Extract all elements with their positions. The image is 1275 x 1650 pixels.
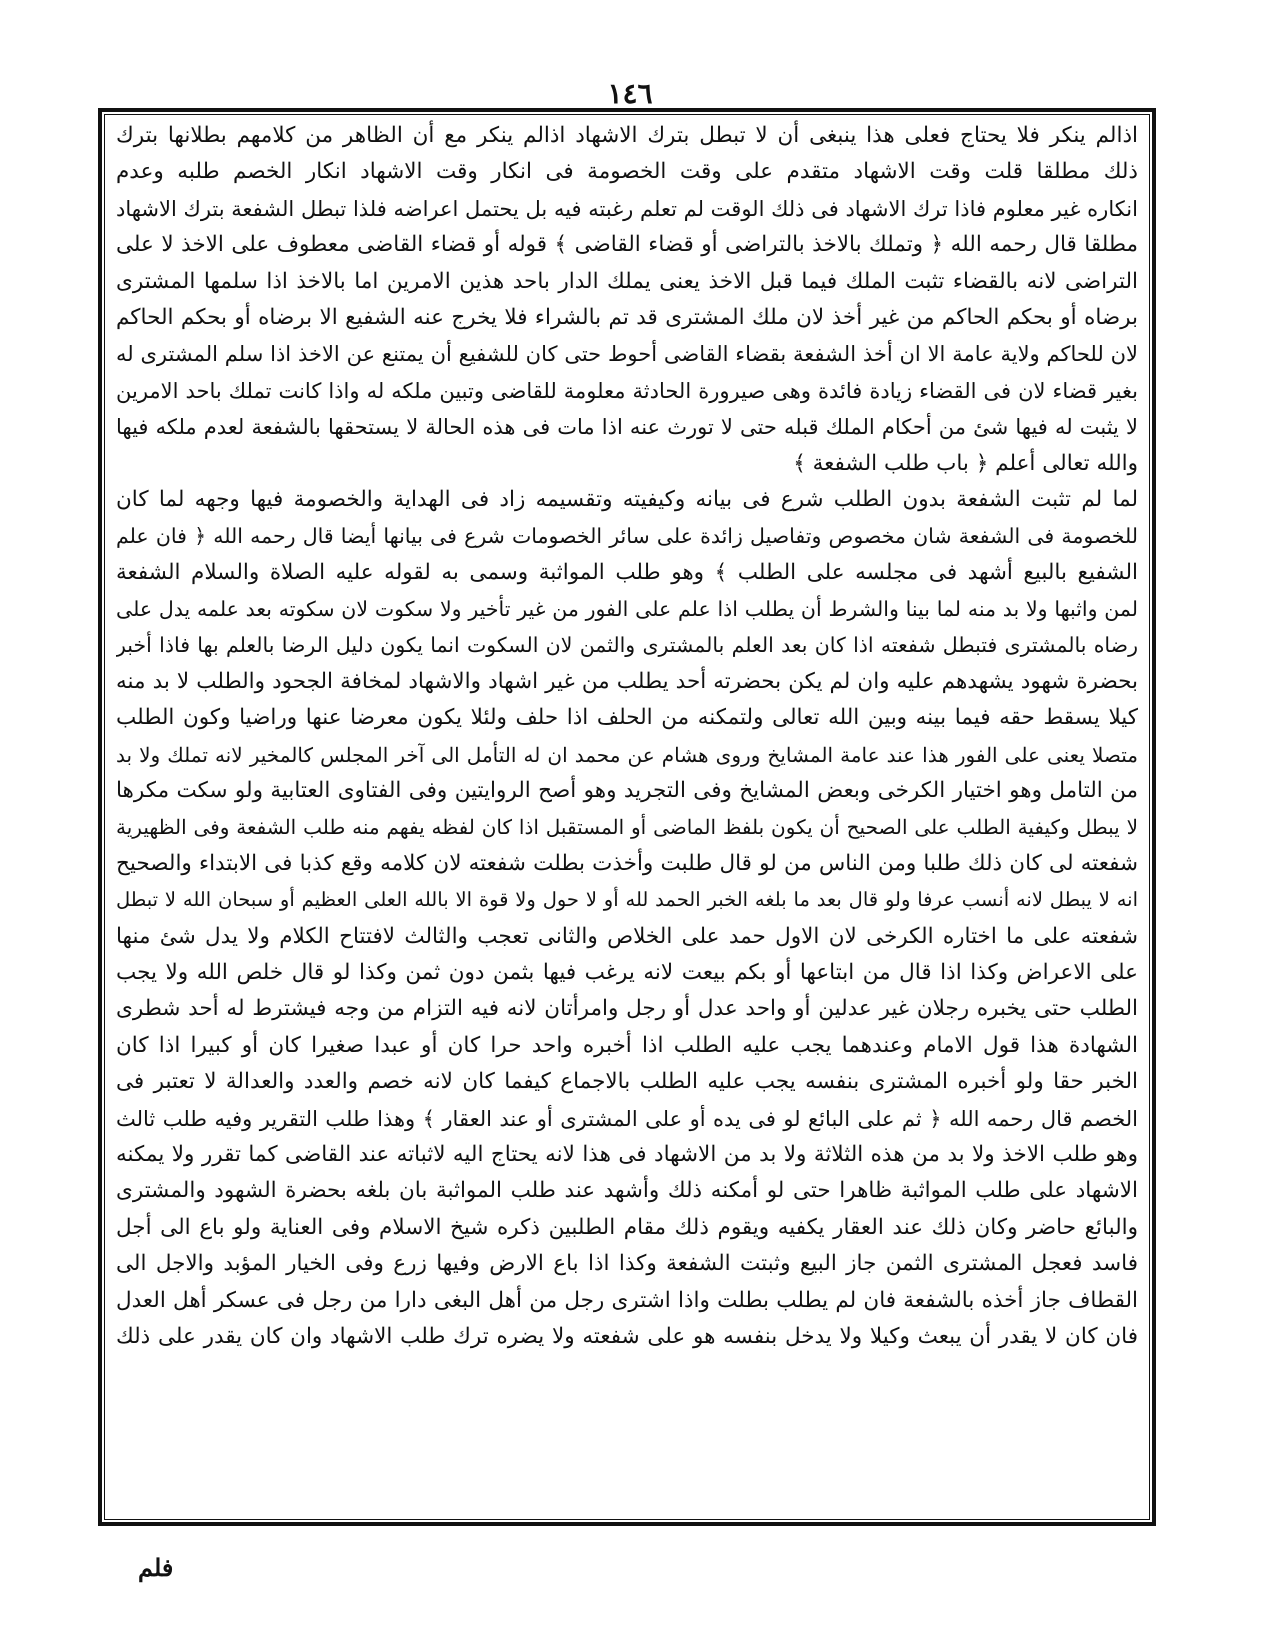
text-line: اذالم ينكر فلا يحتاج فعلى هذا ينبغى أن لا تبطل بترك الاشهاد اذالم ينكر مع أن الظاهر من كلامهم بطلانها بترك	[116, 123, 1138, 148]
text-line: فان كان لا يقدر أن يبعث وكيلا ولا يدخل بنفسه هو على شفعته ولا يضره ترك طلب الاشهاد وان كان يقدر على ذلك	[116, 1323, 1138, 1349]
text-line: فاسد فعجل المشترى الثمن جاز البيع وثبتت الشفعة وكذا اذا باع الارض وفيها زرع وفى الخيار المؤبد والاجل الى	[116, 1251, 1138, 1277]
text-line: التراضى لانه بالقضاء تثبت الملك فيما قبل الاخذ يعنى يملك الدار باحد هذين الامرين اما بالاخذ اذا سلمها المشترى	[116, 268, 1138, 294]
text-line: بحضرة شهود يشهدهم عليه وان لم يكن بحضرته أحد يطلب من غير اشهاد والاشهاد لمخافة الجحود والطلب لا بد منه	[116, 668, 1138, 694]
text-line: متصلا يعنى على الفور هذا عند عامة المشايخ وروى هشام عن محمد ان له التأمل الى آخر المجلس كالمخير لانه تملك ولا بد	[116, 742, 1138, 767]
catchword: فلم	[138, 1553, 174, 1582]
text-line: للخصومة فى الشفعة شان مخصوص وتفاصيل زائدة على سائر الخصومات شرع فى بيانها أيضا قال رحمه الله ﴿ فان علم	[116, 524, 1138, 549]
text-line: بغير قضاء لان فى القضاء زيادة فائدة وهى صيرورة الحادثة معلومة للقاضى وتبين ملكه له واذا كانت تملك باحد الامرين	[116, 378, 1138, 403]
text-line: الاشهاد على طلب المواثبة ظاهرا حتى لو أمكنه ذلك وأشهد عند طلب المواثبة بان بلغه بحضرة الشهود والمشترى	[116, 1178, 1138, 1204]
text-line: لمن واثبها ولا بد منه لما بينا والشرط أن يطلب اذا علم على الفور من غير تأخير ولا سكوت لان سكوته بعد علمه يدل على	[116, 597, 1138, 622]
text-line: شفعته لى كان ذلك طلبا ومن الناس من لو قال طلبت وأخذت بطلت شفعته لان كلامه وقع كذبا فى الابتداء والصحيح	[116, 850, 1138, 876]
text-line: شفعته على ما اختاره الكرخى لان الاول حمد على الخلاص والثانى تعجب والثالث لافتتاح الكلام ولا يدل شئ منها	[116, 923, 1138, 949]
text-line: رضاه بالمشترى فتبطل شفعته اذا كان بعد العلم بالمشترى والثمن لان السكوت انما يكون دليل الرضا بالعلم بها فاذا أخبر	[116, 633, 1138, 658]
text-block	[116, 118, 1138, 1518]
text-line: والبائع حاضر وكان ذلك عند العقار يكفيه ويقوم ذلك مقام الطلبين ذكره شيخ الاسلام وفى العناية ولو باع الى أجل	[116, 1214, 1138, 1240]
text-line: الشفيع بالبيع أشهد فى مجلسه على الطلب ﴾ وهو طلب المواثبة وسمى به لقوله عليه الصلاة والسلام الشفعة	[116, 559, 1138, 585]
text-line: القطاف جاز أخذه بالشفعة فان لم يطلب بطلت واذا اشترى رجل من أهل البغى دارا من رجل فى عسكر أهل العدل	[116, 1287, 1138, 1313]
text-line: وهو طلب الاخذ ولا بد من هذه الثلاثة ولا بد من الاشهاد فى هذا لانه يحتاج اليه لاثباته عند القاضى كما تقرر ولا يمكنه	[116, 1141, 1138, 1167]
text-line: ذلك مطلقا قلت وقت الاشهاد متقدم على وقت الخصومة فى انكار وقت الاشهاد انكار الخصم طلبه وعدم	[116, 159, 1138, 185]
text-line: لما لم تثبت الشفعة بدون الطلب شرع فى بيانه وكيفيته وتقسيمه زاد فى الهداية والخصومة فيها وجهه لما كان	[116, 486, 1138, 512]
text-line: لا يثبت له فيها شئ من أحكام الملك قبله حتى لا تورث عنه اذا مات فى هذه الحالة لا يستحقها بالشفعة لعدم ملكه فيها	[116, 415, 1138, 440]
text-line: برضاه أو بحكم الحاكم من غير أخذ لان ملك المشترى قد تم بالشراء فلا يخرج عنه الشفيع الا برضاه أو بحكم الحاكم	[116, 304, 1138, 330]
text-line: من التامل وهو اختيار الكرخى وبعض المشايخ وفى التجريد وهو أصح الروايتين وفى الفتاوى العتابية ولو سكت مكرها	[116, 778, 1138, 804]
text-line: على الاعراض وكذا اذا قال من ابتاعها أو بكم بيعت لانه يرغب فيها بثمن دون ثمن وكذا لو قال خلص الله ولا يجب	[116, 959, 1138, 985]
text-line: لا يبطل وكيفية الطلب على الصحيح أن يكون بلفظ الماضى أو المستقبل اذا كان لفظه يفهم منه طلب الشفعة وفى الظهيرية	[116, 815, 1138, 840]
text-line: انكاره غير معلوم فاذا ترك الاشهاد فى ذلك الوقت لم تعلم رغبته فيه بل يحتمل اعراضه فلذا تبطل الشفعة بترك الاشهاد	[116, 196, 1138, 221]
text-line: انه لا يبطل لانه أنسب عرفا ولو قال بعد ما بلغه الخبر الحمد لله أو لا حول ولا قوة الا بالله العلى العظيم أو سبحان الله لا تبطل	[116, 888, 1138, 912]
text-line: الشهادة هذا قول الامام وعندهما يجب عليه الطلب اذا أخبره واحد حرا كان أو عبدا صغيرا كان أو كبيرا اذا كان	[116, 1032, 1138, 1058]
text-line: لان للحاكم ولاية عامة الا ان أخذ الشفعة بقضاء القاضى أحوط حتى كان للشفيع أن يمتنع عن الاخذ اذا سلم المشترى له	[116, 342, 1138, 367]
text-line: الطلب حتى يخبره رجلان غير عدلين أو واحد عدل أو رجل وامرأتان لانه فيه التزام من وجه فيشترط له أحد شطرى	[116, 996, 1138, 1022]
text-line: الخبر حقا ولو أخبره المشترى بنفسه يجب عليه الطلب بالاجماع كيفما كان لانه خصم والعدد والعدالة لا تعتبر فى	[116, 1069, 1138, 1095]
text-line: الخصم قال رحمه الله ﴿ ثم على البائع لو فى يده أو على المشترى أو عند العقار ﴾ وهذا طلب التقرير وفيه طلب ثالث	[116, 1106, 1138, 1131]
text-line: كيلا يسقط حقه فيما بينه وبين الله تعالى ولتمكنه من الحلف اذا حلف ولئلا يكون معرضا عنها وراضيا وكون الطلب	[116, 705, 1138, 731]
chapter-heading-line: والله تعالى أعلم ﴿ باب طلب الشفعة ﴾	[793, 450, 1138, 476]
text-line: مطلقا قال رحمه الله ﴿ وتملك بالاخذ بالتراضى أو قضاء القاضى ﴾ قوله أو قضاء القاضى معطوف على الاخذ لا على	[116, 232, 1138, 258]
page-number: ١٤٦	[607, 77, 653, 110]
